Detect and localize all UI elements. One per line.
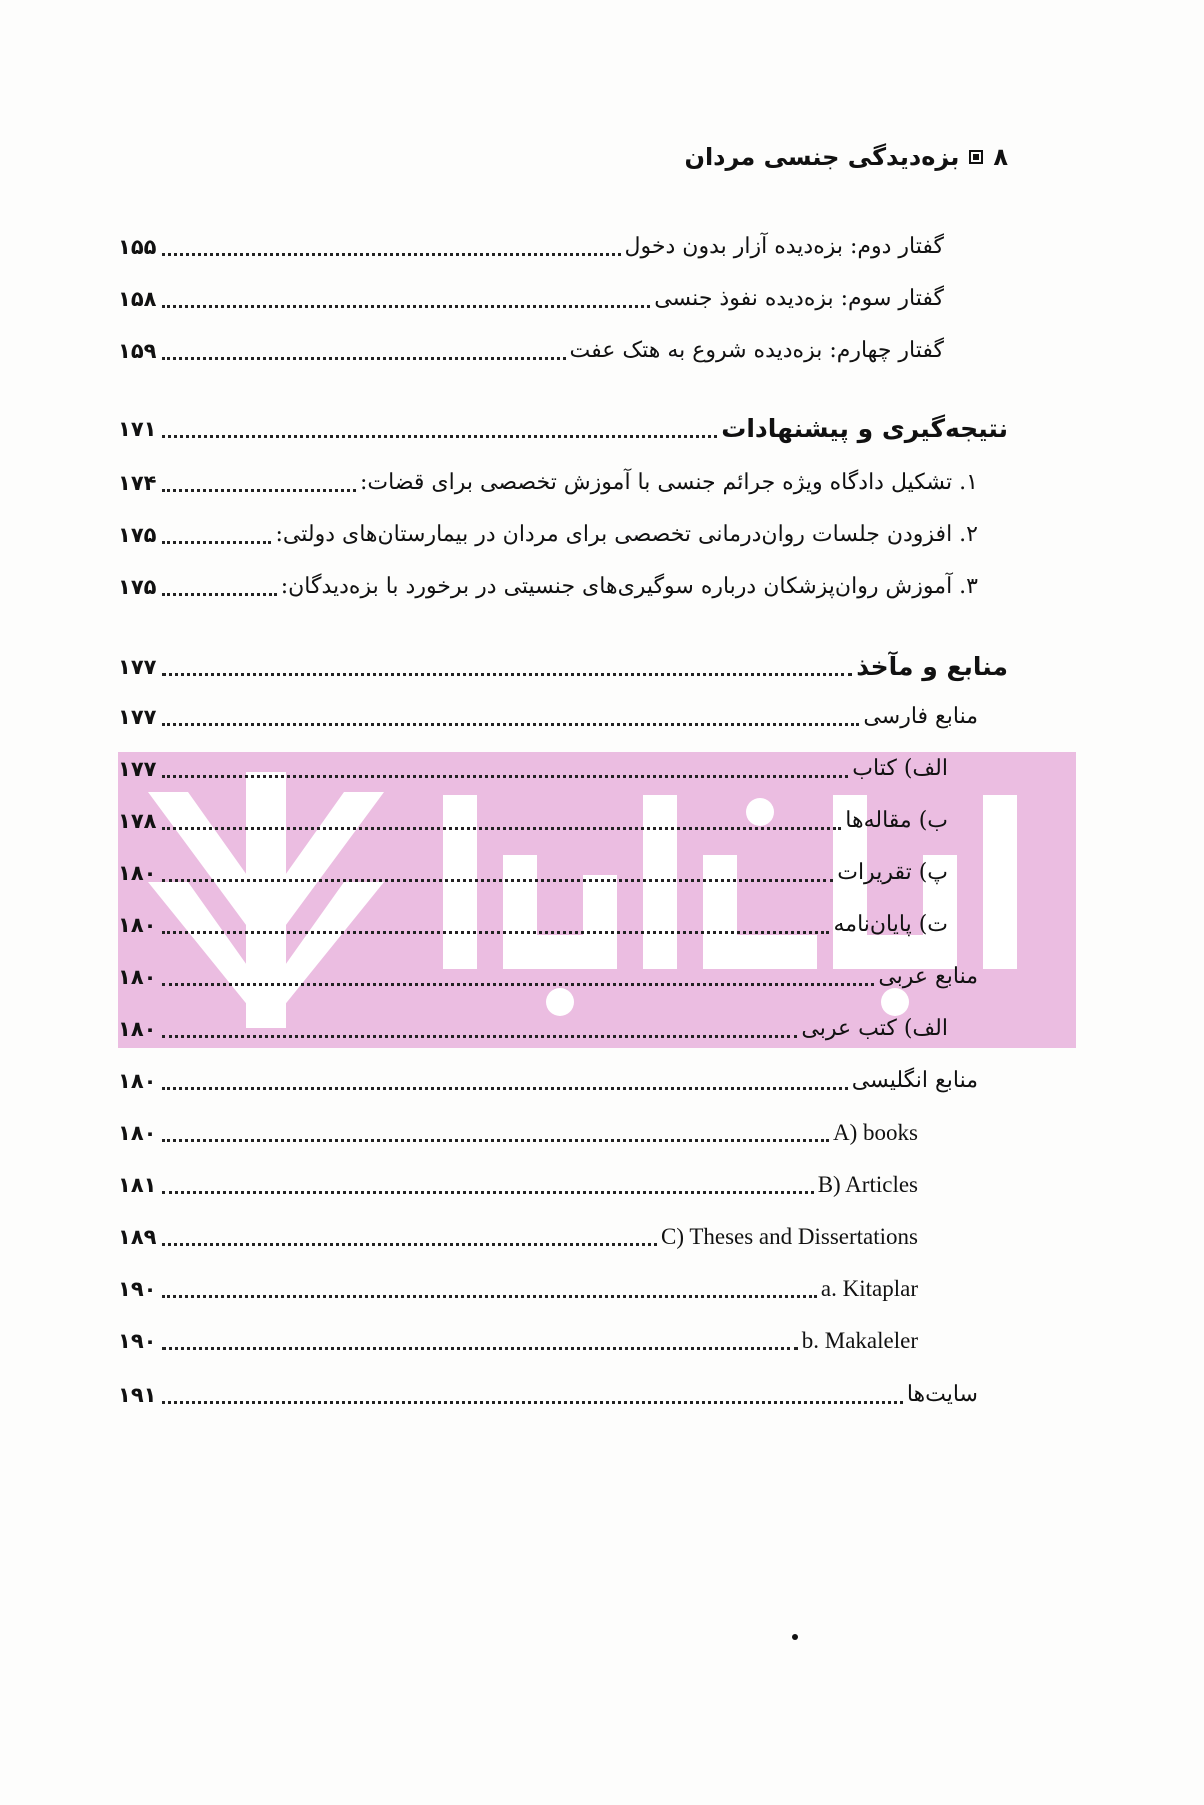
toc-entry-page: ۱۹۱ xyxy=(118,1383,157,1407)
toc-entry-page: ۱۸۰ xyxy=(118,965,157,989)
dot-leader xyxy=(162,775,848,778)
toc-entry-title: سایت‌ها xyxy=(906,1382,978,1407)
toc-entry[interactable] xyxy=(118,1108,918,1148)
toc-entry-page: ۱۸۰ xyxy=(118,913,157,937)
toc-section-heading[interactable] xyxy=(118,642,1008,682)
ink-dot xyxy=(792,1634,798,1640)
toc-entry[interactable] xyxy=(118,222,944,262)
toc-entry-page: ۱۵۸ xyxy=(118,287,157,311)
toc-entry[interactable] xyxy=(118,952,978,992)
toc-entry[interactable] xyxy=(118,1056,978,1096)
dot-leader xyxy=(162,983,874,986)
dot-leader xyxy=(162,1035,797,1038)
toc-entry-title: ۲. افزودن جلسات روان‌درمانی تخصصی برای مردان در بیمارستان‌های دولتی: xyxy=(275,522,978,547)
toc-entry-page: ۱۷۵ xyxy=(118,575,157,599)
dot-leader xyxy=(162,1243,657,1246)
toc-entry[interactable] xyxy=(118,1370,978,1410)
dot-leader xyxy=(162,253,621,256)
toc-entry-title: A) books xyxy=(833,1120,918,1145)
toc-section-heading[interactable] xyxy=(118,404,1008,444)
toc-entry-title: پ) تقریرات xyxy=(837,860,948,885)
toc-entry-page: ۱۷۴ xyxy=(118,471,157,495)
dot-leader xyxy=(162,593,277,596)
toc-entry-title: نتیجه‌گیری و پیشنهادات xyxy=(721,414,1008,443)
toc-entry[interactable] xyxy=(118,1316,918,1356)
toc-entry-title: ت) پایان‌نامه xyxy=(833,912,948,937)
toc-entry-page: ۱۷۷ xyxy=(118,705,157,729)
toc-entry[interactable] xyxy=(118,692,978,732)
dot-leader xyxy=(162,357,566,360)
toc-entry[interactable] xyxy=(118,1212,918,1252)
dot-leader xyxy=(162,1295,817,1298)
toc-entry-title: a. Kitaplar xyxy=(820,1276,918,1301)
toc-entry-title: ب) مقاله‌ها xyxy=(845,808,948,833)
toc-entry-page: ۱۵۵ xyxy=(118,235,157,259)
dot-leader xyxy=(162,489,356,492)
running-header xyxy=(684,143,1008,171)
toc-entry-page: ۱۸۰ xyxy=(118,1121,157,1145)
toc-entry-title: ۱. تشکیل دادگاه ویژه جرائم جنسی با آموزش تخصصی برای قضات: xyxy=(360,470,978,495)
toc-entry-page: ۱۷۸ xyxy=(118,809,157,833)
dot-leader xyxy=(162,879,833,882)
toc-entry-page: ۱۵۹ xyxy=(118,339,157,363)
toc-entry-page: ۱۷۷ xyxy=(118,655,157,679)
toc-entry-title: منابع و مآخذ xyxy=(856,652,1008,681)
dot-leader xyxy=(162,1401,903,1404)
toc-entry[interactable] xyxy=(118,458,978,498)
dot-leader xyxy=(162,1347,798,1350)
toc-entry-title: گفتار چهارم: بزه‌دیده شروع به هتک عفت xyxy=(569,338,944,363)
toc-entry[interactable] xyxy=(118,1160,918,1200)
header-book-title: بزه‌دیدگی جنسی مردان xyxy=(684,143,960,171)
toc-entry-title: b. Makaleler xyxy=(801,1328,918,1353)
dot-leader xyxy=(162,931,829,934)
toc-entry-title: منابع فارسی xyxy=(863,704,978,729)
square-bullet-icon xyxy=(969,150,983,164)
dot-leader xyxy=(162,1087,848,1090)
toc-entry[interactable] xyxy=(118,326,944,366)
toc-entry-title: گفتار سوم: بزه‌دیده نفوذ جنسی xyxy=(654,286,944,311)
toc-entry-page: ۱۸۹ xyxy=(118,1225,157,1249)
toc-entry-page: ۱۹۰ xyxy=(118,1329,157,1353)
toc-entry-page: ۱۹۰ xyxy=(118,1277,157,1301)
toc-entry[interactable] xyxy=(118,1004,948,1044)
toc-entry[interactable] xyxy=(118,900,948,940)
toc-entry-page: ۱۸۰ xyxy=(118,861,157,885)
toc-entry-page: ۱۸۰ xyxy=(118,1017,157,1041)
toc-entry-title: منابع عربی xyxy=(878,964,978,989)
header-page-number: ۸ xyxy=(993,143,1008,171)
dot-leader xyxy=(162,541,271,544)
toc-entry-page: ۱۷۷ xyxy=(118,757,157,781)
toc-entry-title: گفتار دوم: بزه‌دیده آزار بدون دخول xyxy=(624,234,944,259)
toc-entry-title: C) Theses and Dissertations xyxy=(660,1224,918,1249)
dot-leader xyxy=(162,1191,814,1194)
toc-entry-page: ۱۷۵ xyxy=(118,523,157,547)
toc-entry-page: ۱۷۱ xyxy=(118,417,157,441)
dot-leader xyxy=(162,673,852,676)
toc-entry-title: ۳. آموزش روان‌پزشکان درباره سوگیری‌های جنسیتی در برخورد با بزه‌دیدگان: xyxy=(280,574,978,599)
dot-leader xyxy=(162,1139,829,1142)
toc-entry[interactable] xyxy=(118,274,944,314)
toc-entry-title: الف) کتاب xyxy=(852,756,948,781)
toc-entry-page: ۱۸۰ xyxy=(118,1069,157,1093)
dot-leader xyxy=(162,827,841,830)
toc-entry-page: ۱۸۱ xyxy=(118,1173,157,1197)
toc-entry[interactable] xyxy=(118,562,978,602)
toc-entry[interactable] xyxy=(118,848,948,888)
toc-entry[interactable] xyxy=(118,744,948,784)
toc-entry[interactable] xyxy=(118,1264,918,1304)
toc-entry[interactable] xyxy=(118,796,948,836)
toc-entry-title: الف) کتب عربی xyxy=(801,1016,948,1041)
dot-leader xyxy=(162,723,859,726)
toc-entry-title: منابع انگلیسی xyxy=(851,1068,978,1093)
dot-leader xyxy=(162,305,650,308)
toc-entry-title: B) Articles xyxy=(817,1172,918,1197)
dot-leader xyxy=(162,435,717,438)
toc-entry[interactable] xyxy=(118,510,978,550)
